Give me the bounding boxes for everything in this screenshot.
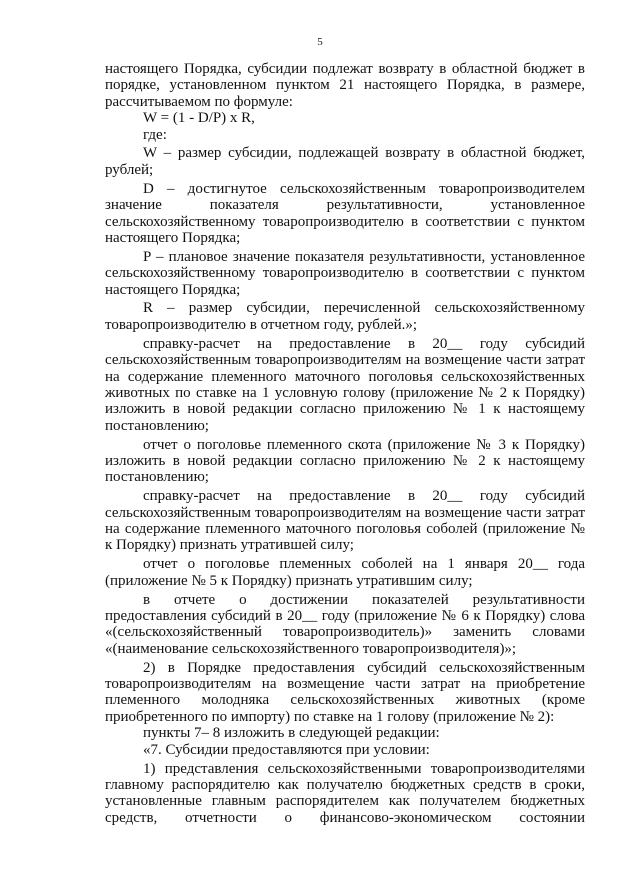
text-line: к Порядку) признать утратившей силу;	[105, 537, 354, 554]
text-line: P – плановое значение показателя результативности, установленное	[143, 248, 585, 265]
text-line: сельскохозяйственному товаропроизводителю в соответствии с пунктом	[105, 213, 585, 230]
text-line: «7. Субсидии предоставляются при условии:	[143, 741, 430, 758]
page-number: 5	[317, 36, 323, 48]
text-line: настоящего Порядка, субсидии подлежат возврату в областной бюджет в	[105, 61, 585, 77]
text-line: на содержание племенного маточного поголовья соболей (приложение №	[105, 521, 585, 538]
text-line: «(сельскохозяйственный товаропроизводитель)» заменить словами	[105, 624, 585, 641]
text-line: рублей;	[105, 161, 154, 178]
text-line: сельскохозяйственному товаропроизводителю в соответствии с пунктом	[105, 265, 585, 282]
text-line: где:	[143, 126, 167, 143]
text-line: средств, отчетности о финансово-экономическом состоянии	[105, 809, 585, 826]
text-line: товаропроизводителям на возмещение части затрат на приобретение	[105, 676, 585, 693]
text-line: установленные главным распорядителем как получателем бюджетных	[105, 793, 585, 810]
text-line: в отчете о достижении показателей результативности	[143, 591, 585, 608]
text-line: приобретенного по импорту) по ставке на 1 голову (приложение № 2):	[105, 708, 555, 725]
text-line: главному распорядителю как получателю бюджетных средств в сроки,	[105, 776, 585, 793]
text-line: значение показателя результативности, установленное	[105, 197, 585, 214]
text-line: товаропроизводителю в отчетном году, рублей.»;	[105, 316, 418, 333]
text-line: изложить в новой редакции согласно приложению № 1 к настоящему	[105, 401, 585, 418]
text-line: (приложение № 5 к Порядку) признать утратившим силу;	[105, 572, 473, 589]
text-line: пункты 7– 8 изложить в следующей редакции:	[143, 725, 440, 742]
text-line: сельскохозяйственным товаропроизводителям на возмещение части затрат	[105, 504, 585, 521]
text-line: предоставления субсидий в 20__ году (приложение № 6 к Порядку) слова	[105, 608, 585, 624]
text-line: племенного молодняка сельскохозяйственных животных (кроме	[105, 692, 585, 709]
text-line: сельскохозяйственным товаропроизводителям на возмещение части затрат	[105, 352, 585, 369]
text-line: изложить в новой редакции согласно приложению № 2 к настоящему	[105, 452, 585, 469]
text-line: W – размер субсидии, подлежащей возврату в областной бюджет,	[143, 145, 585, 162]
text-line: D – достигнутое сельскохозяйственным товаропроизводителем	[143, 180, 585, 197]
text-line: порядке, установленном пунктом 21 настоящего Порядка, в размере,	[105, 77, 585, 94]
text-line: на содержание племенного маточного поголовья сельскохозяйственных	[105, 368, 585, 385]
text-line: рассчитываемом по формуле:	[105, 93, 293, 110]
text-line: настоящего Порядка;	[105, 281, 241, 298]
text-line: настоящего Порядка;	[105, 229, 241, 246]
text-line: животных по ставке на 1 условную голову (приложение № 2 к Порядку)	[105, 384, 585, 401]
text-line: постановлению;	[105, 469, 209, 486]
document-body	[105, 61, 585, 826]
text-line: 1) представления сельскохозяйственными товаропроизводителями	[143, 760, 585, 777]
text-line: W = (1 - D/P) x R,	[143, 110, 255, 127]
text-line: R – размер субсидии, перечисленной сельскохозяйственному	[143, 300, 585, 317]
text-line: «(наименование сельскохозяйственного товаропроизводителя)»;	[105, 640, 517, 657]
text-line: постановлению;	[105, 417, 209, 434]
text-line: справку-расчет на предоставление в 20__ году субсидий	[143, 335, 585, 352]
text-line: отчет о поголовье племенного скота (приложение № 3 к Порядку)	[143, 436, 585, 453]
text-line: справку-расчет на предоставление в 20__ году субсидий	[143, 488, 585, 505]
text-line: 2) в Порядке предоставления субсидий сельскохозяйственным	[143, 659, 585, 676]
text-line: отчет о поголовье племенных соболей на 1 января 20__ года	[143, 556, 585, 573]
